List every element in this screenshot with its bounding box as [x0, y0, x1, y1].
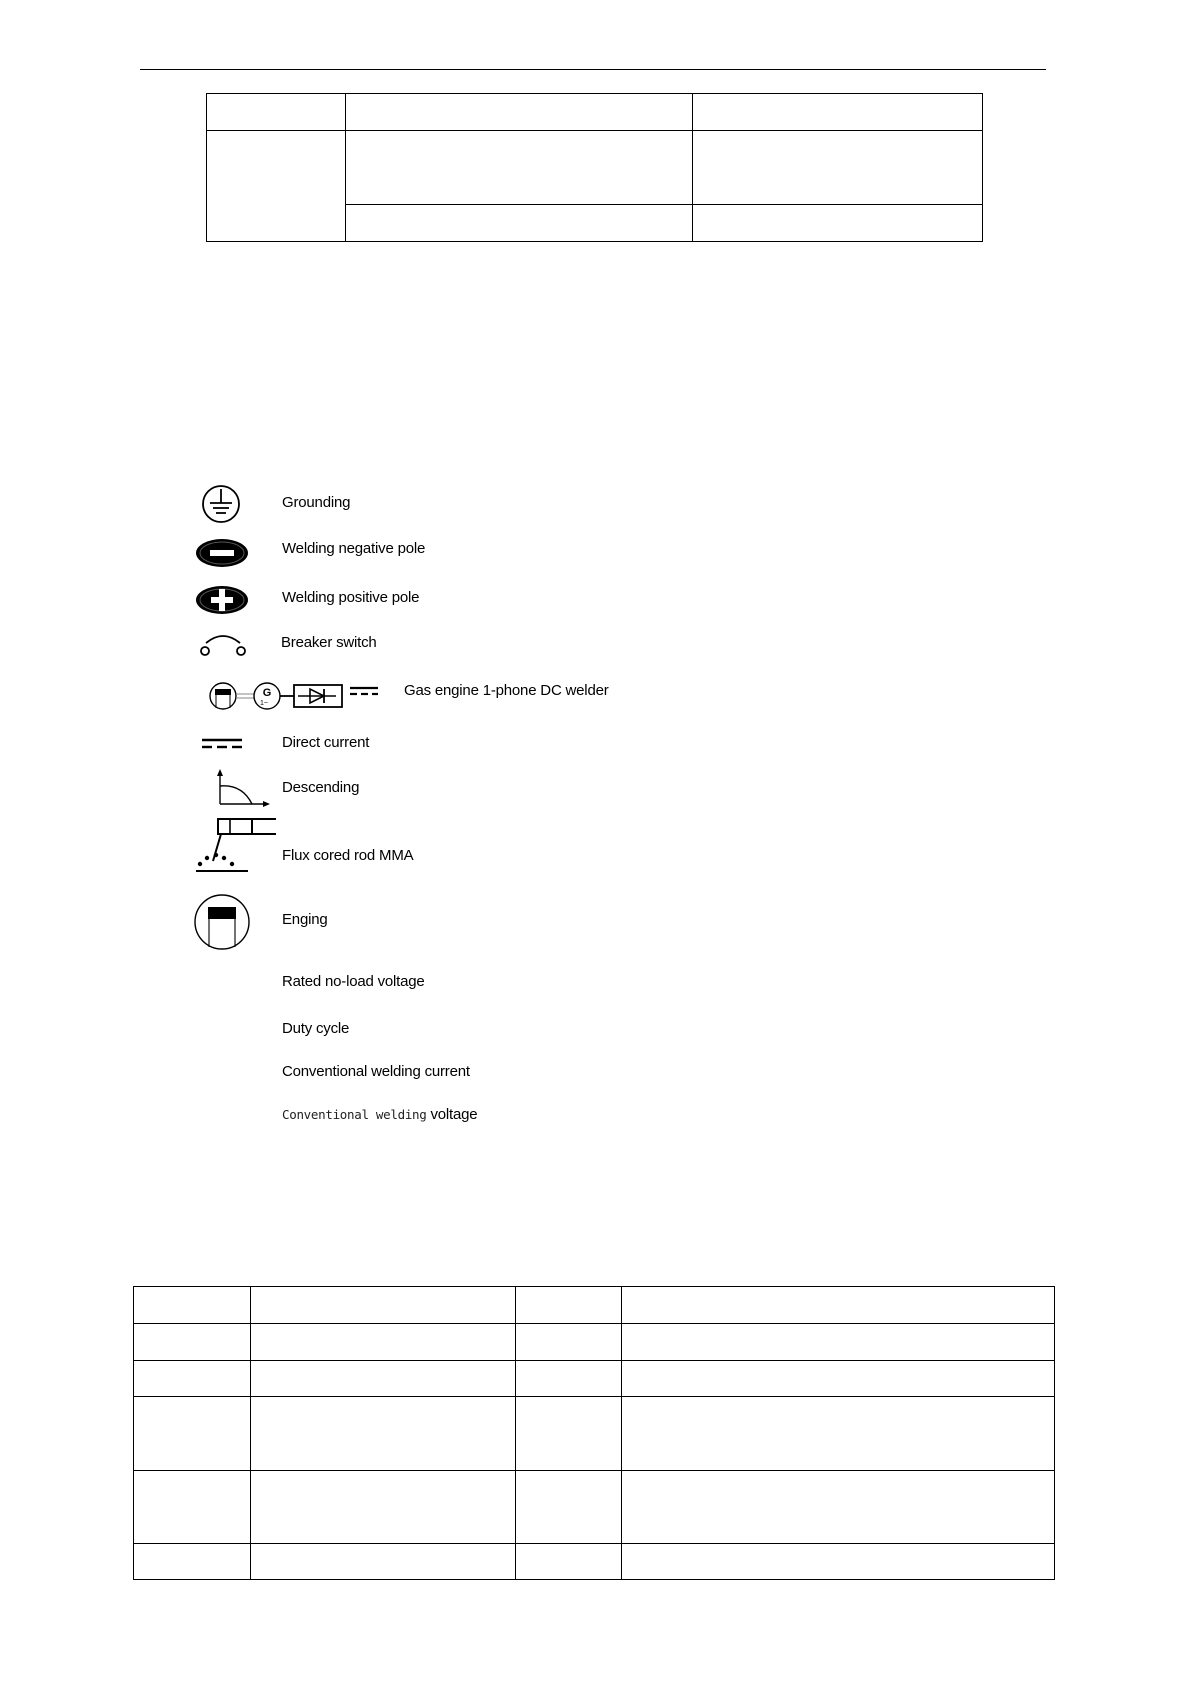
table-cell: [134, 1543, 251, 1579]
engine-generator-rectifier-icon: [206, 678, 382, 714]
table-row: [134, 1361, 1055, 1397]
table-cell: [346, 94, 693, 131]
table-cell: [346, 204, 693, 241]
negative-pole-label: Welding negative pole: [282, 540, 426, 557]
table-cell: [251, 1397, 516, 1470]
grounding-label: Grounding: [282, 494, 351, 511]
table-cell: [516, 1543, 622, 1579]
table-row: [207, 94, 983, 131]
table-cell: [622, 1470, 1055, 1543]
table-cell: [622, 1324, 1055, 1361]
conventional-welding-voltage-suffix: voltage: [426, 1106, 478, 1123]
table-cell: [693, 94, 983, 131]
table-cell: [346, 131, 693, 204]
table-cell: [622, 1543, 1055, 1579]
gas-engine-welder-label: Gas engine 1-phone DC welder: [404, 682, 609, 699]
table-cell: [251, 1543, 516, 1579]
header-rule: [140, 69, 1046, 70]
table-cell: [207, 131, 346, 242]
table-cell: [134, 1287, 251, 1324]
table-cell: [622, 1397, 1055, 1470]
descending-characteristic-icon: [212, 768, 272, 808]
breaker-switch-icon: [197, 630, 249, 660]
table-cell: [134, 1470, 251, 1543]
duty-cycle-label: Duty cycle: [282, 1020, 350, 1037]
table-cell: [207, 94, 346, 131]
svg-text:1~: 1~: [260, 700, 268, 707]
direct-current-label: Direct current: [282, 734, 370, 751]
table-row: [134, 1543, 1055, 1579]
top-table: [206, 93, 983, 242]
table-cell: [516, 1324, 622, 1361]
table-row: [207, 131, 983, 204]
plus-pole-icon: [195, 585, 249, 615]
table-cell: [516, 1470, 622, 1543]
ground-icon: [198, 483, 244, 525]
breaker-switch-label: Breaker switch: [281, 634, 377, 651]
table-cell: [622, 1361, 1055, 1397]
svg-text:G: G: [262, 687, 272, 699]
table-cell: [516, 1397, 622, 1470]
table-row: [134, 1470, 1055, 1543]
table-cell: [134, 1397, 251, 1470]
table-cell: [622, 1287, 1055, 1324]
table-cell: [251, 1470, 516, 1543]
rated-no-load-voltage-label: Rated no-load voltage: [282, 973, 425, 990]
flux-cored-rod-label: Flux cored rod MMA: [282, 847, 414, 864]
conventional-welding-voltage-label: [282, 1106, 477, 1123]
engine-label: Enging: [282, 911, 328, 928]
table-cell: [251, 1361, 516, 1397]
conventional-welding-voltage-prefix: Conventional welding: [282, 1107, 427, 1122]
table-row: [134, 1287, 1055, 1324]
bottom-table: [133, 1286, 1055, 1580]
minus-pole-icon: [195, 538, 249, 568]
descending-label: Descending: [282, 779, 360, 796]
table-cell: [134, 1324, 251, 1361]
flux-cored-rod-icon: [194, 815, 278, 877]
table-cell: [251, 1287, 516, 1324]
direct-current-icon: [201, 737, 243, 751]
positive-pole-label: Welding positive pole: [282, 589, 420, 606]
table-cell: [134, 1361, 251, 1397]
conventional-welding-current-label: Conventional welding current: [282, 1063, 470, 1080]
table-cell: [693, 131, 983, 204]
table-cell: [693, 204, 983, 241]
table-cell: [516, 1361, 622, 1397]
table-row: [134, 1324, 1055, 1361]
table-row: [134, 1397, 1055, 1470]
table-cell: [251, 1324, 516, 1361]
engine-icon: [193, 893, 251, 951]
table-cell: [516, 1287, 622, 1324]
